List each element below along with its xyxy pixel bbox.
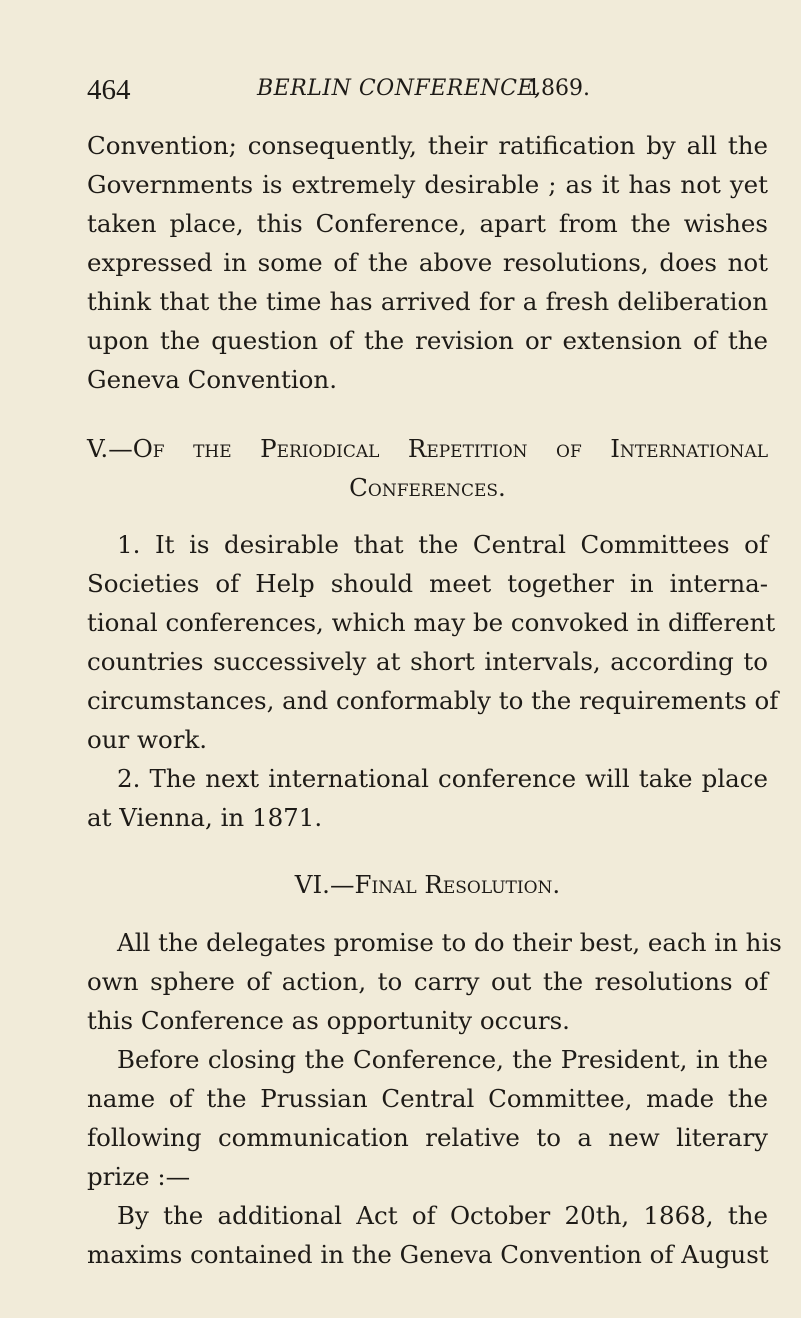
page-number: 464 [87,74,131,106]
section-heading: VI.—Final Resolution. [294,870,561,899]
text-line: tional conferences, which may be convoked in different [87,608,776,637]
text-line: Societies of Help should meet together in interna- [87,569,768,598]
text-line: maxims contained in the Geneva Convention of August [87,1240,769,1269]
text-line: our work. [87,725,208,754]
text-line: this Conference as opportunity occurs. [87,1006,570,1035]
text-line: at Vienna, in 1871. [87,803,323,832]
text-line: Convention; consequently, their ratification by all the [87,131,768,160]
text-line: upon the question of the revision or extension of the [87,326,768,355]
text-line: own sphere of action, to carry out the resolutions of [87,967,768,996]
text-line: countries successively at short intervals, according to [87,647,768,676]
text-line: following communication relative to a new literary [87,1123,768,1152]
text-line: 1. It is desirable that the Central Committees of [117,530,768,559]
text-line: 2. The next international conference will take place [117,764,768,793]
running-head [87,74,767,108]
section-heading: V.—Of the Periodical Repetition of International [87,434,768,463]
text-line: prize :— [87,1162,191,1191]
text-line: Before closing the Conference, the President, in the [117,1045,768,1074]
text-line: name of the Prussian Central Committee, made the [87,1084,768,1113]
text-line: circumstances, and conformably to the requirements of [87,686,779,715]
running-title: BERLIN CONFERENCE, [257,76,542,101]
text-line: taken place, this Conference, apart from the wishes [87,209,768,238]
section-heading: Conferences. [349,473,506,502]
text-line: By the additional Act of October 20th, 1868, the [117,1201,768,1230]
running-year: 1869. [527,76,590,101]
text-line: expressed in some of the above resolutions, does not [87,248,768,277]
text-line: Geneva Convention. [87,365,337,394]
text-line: All the delegates promise to do their best, each in his [117,928,782,957]
text-line: Governments is extremely desirable ; as it has not yet [87,170,768,199]
text-line: think that the time has arrived for a fresh deliberation [87,287,768,316]
